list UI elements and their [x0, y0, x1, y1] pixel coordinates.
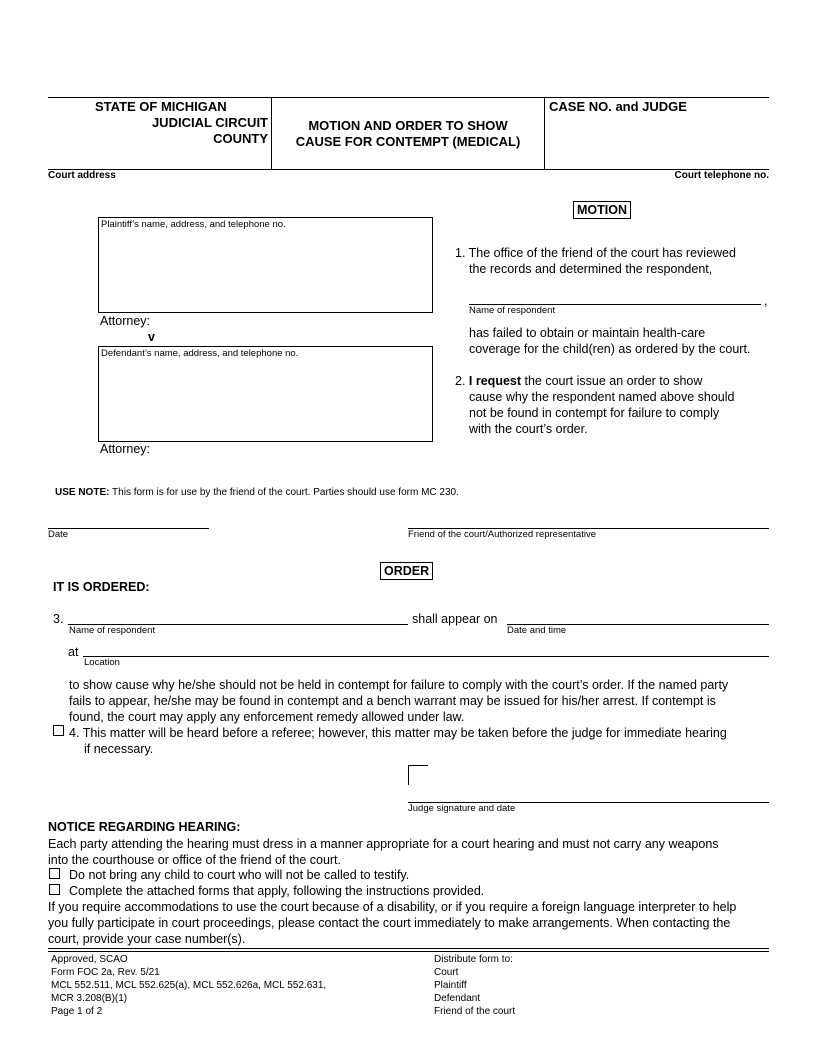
no-child-text: Do not bring any child to court who will not be called to testify.	[69, 868, 410, 882]
location-line[interactable]	[83, 656, 769, 657]
plaintiff-box[interactable]	[98, 217, 433, 313]
location-label: Location	[84, 657, 120, 668]
date-line[interactable]	[48, 528, 209, 529]
order-paragraph-line3: found, the court may apply any enforcement remedy allowed under law.	[69, 710, 465, 724]
defendant-label: Defendant’s name, address, and telephone no.	[101, 348, 299, 359]
county-label: COUNTY	[213, 131, 268, 146]
use-note-text: This form is for use by the friend of the court. Parties should use form MC 230.	[109, 487, 459, 498]
it-is-ordered: IT IS ORDERED:	[53, 580, 150, 594]
seal-corner-top	[408, 765, 428, 766]
attached-forms-checkbox[interactable]	[49, 884, 60, 895]
notice-line4: you fully participate in court proceedings, please contact the court immediately to make arrangements. When contacting the	[48, 916, 731, 930]
footer-left	[51, 953, 326, 1018]
motion-item-1-line4: coverage for the child(ren) as ordered by the court.	[469, 342, 751, 356]
friend-signature-label: Friend of the court/Authorized representative	[408, 529, 596, 540]
shall-appear-on: shall appear on	[412, 612, 498, 626]
order-item-4-text: This matter will be heard before a referee; however, this matter may be taken before the judge for immediate hearing	[82, 726, 727, 740]
judge-signature-label: Judge signature and date	[408, 803, 516, 814]
case-no-label: CASE NO. and JUDGE	[549, 99, 687, 114]
header-top-rule	[48, 97, 769, 98]
header-divider-2	[544, 97, 545, 169]
order-paragraph-line1: to show cause why he/she should not be held in contempt for failure to comply with the court’s order. If the named party	[69, 678, 729, 692]
footer-defendant: Defendant	[434, 993, 481, 1004]
notice-paragraph-1	[48, 836, 719, 868]
order-item-4-num: 4.	[69, 726, 80, 740]
versus-label: v	[148, 330, 155, 344]
footer-court: Court	[434, 967, 459, 978]
motion-heading: MOTION	[573, 201, 631, 219]
motion-item-2-num: 2.	[455, 374, 466, 388]
at-label: at	[68, 645, 79, 659]
no-child-checkbox[interactable]	[49, 868, 60, 879]
order-item-4-line2: if necessary.	[84, 742, 154, 756]
motion-item-2-line1	[455, 373, 734, 389]
motion-item-2-line2: cause why the respondent named above should	[469, 390, 735, 404]
form-title-line2: CAUSE FOR CONTEMPT (MEDICAL)	[295, 134, 521, 149]
header-bottom-rule	[48, 169, 769, 170]
plaintiff-attorney-label: Attorney:	[100, 314, 151, 328]
defendant-box[interactable]	[98, 346, 433, 442]
order-item-3-num: 3.	[53, 612, 64, 626]
date-label: Date	[48, 529, 69, 540]
order-heading: ORDER	[380, 562, 433, 580]
notice-line3: If you require accommodations to use the court because of a disability, or if you require a foreign language interpreter to help	[48, 900, 737, 914]
use-note	[55, 487, 459, 498]
court-address-label: Court address	[48, 170, 116, 181]
motion-item-2-rest: the court issue an order to show	[521, 374, 703, 388]
footer-page: Page 1 of 2	[51, 1006, 103, 1017]
judicial-circuit-label: JUDICIAL CIRCUIT	[151, 115, 268, 130]
attached-forms-text: Complete the attached forms that apply, following the instructions provided.	[69, 884, 485, 898]
motion-item-2-bold: I request	[468, 374, 522, 388]
footer-distribute: Distribute form to:	[434, 954, 513, 965]
footer-mcl: MCL 552.511, MCL 552.625(a), MCL 552.626a, MCL 552.631,	[51, 980, 327, 991]
footer-plaintiff: Plaintiff	[434, 980, 467, 991]
motion-item-1-line3: has failed to obtain or maintain health-care	[469, 326, 706, 340]
order-paragraph	[69, 677, 728, 725]
use-note-label: USE NOTE:	[55, 487, 110, 498]
motion-item-1-line1: 1. The office of the friend of the court has reviewed	[455, 246, 736, 260]
referee-checkbox[interactable]	[53, 725, 64, 736]
motion-item-1-continued	[469, 325, 750, 357]
footer-friend: Friend of the court	[434, 1006, 516, 1017]
order-respondent-label: Name of respondent	[69, 625, 156, 636]
order-item-4-line1	[69, 725, 727, 741]
footer-approved: Approved, SCAO	[51, 954, 128, 965]
notice-line1: Each party attending the hearing must dress in a manner appropriate for a court hearing and must not carry any weapons	[48, 837, 719, 851]
motion-item-2-line3: not be found in contempt for failure to comply	[469, 406, 720, 420]
footer-rule-2	[48, 951, 769, 952]
motion-item-2	[455, 373, 734, 437]
order-item-4	[69, 725, 727, 757]
respondent-name-label: Name of respondent	[469, 305, 556, 316]
footer-form-number: Form FOC 2a, Rev. 5/21	[51, 967, 160, 978]
notice-line2: into the courthouse or office of the friend of the court.	[48, 853, 342, 867]
state-label: STATE OF MICHIGAN	[95, 99, 227, 114]
motion-item-2-line4: with the court’s order.	[469, 422, 588, 436]
notice-line5: court, provide your case number(s).	[48, 932, 246, 946]
seal-corner-left	[408, 765, 409, 785]
footer-right	[434, 953, 515, 1018]
motion-item-1-line2: the records and determined the respondent,	[469, 262, 713, 276]
notice-heading: NOTICE REGARDING HEARING:	[48, 820, 241, 834]
form-title	[272, 118, 544, 150]
footer-mcr: MCR 3.208(B)(1)	[51, 993, 128, 1004]
order-paragraph-line2: fails to appear, he/she may be found in contempt and a bench warrant may be issued for his/her arrest. If contempt is	[69, 694, 716, 708]
respondent-comma: ,	[764, 294, 768, 308]
plaintiff-label: Plaintiff’s name, address, and telephone no.	[101, 219, 286, 230]
footer-rule-1	[48, 948, 769, 949]
motion-item-1	[455, 245, 736, 277]
date-and-time-label: Date and time	[507, 625, 567, 636]
notice-paragraph-2	[48, 899, 736, 947]
defendant-attorney-label: Attorney:	[100, 442, 151, 456]
form-title-line1: MOTION AND ORDER TO SHOW	[308, 118, 508, 133]
court-telephone-label: Court telephone no.	[674, 170, 769, 181]
